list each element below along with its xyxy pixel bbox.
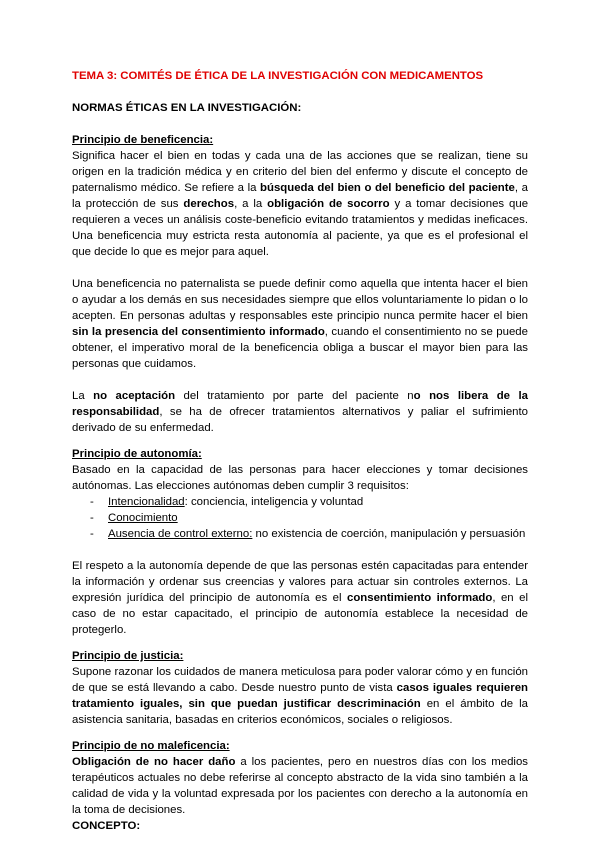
concepto-heading: CONCEPTO: [72,820,141,832]
document-title: TEMA 3: COMITÉS DE ÉTICA DE LA INVESTIGACIÓN CON MEDICAMENTOS [72,70,484,82]
paragraph-beneficencia-2: Una beneficencia no paternalista se puede definir como aquella que intenta hacer el bien o ayudar a los demás en sus necesidades siempre que ellos voluntariamente lo pidan o lo acepten. En personas adultas y responsables este principio nunca permite hacer el bien sin la presencia del consentimiento informado, cuando el consentimiento no se puede obtener, el imperativo moral de la beneficencia obliga a buscar el mayor bien para las personas que cuidamos. [72,278,528,370]
paragraph-beneficencia-1: Significa hacer el bien en todas y cada una de las acciones que se realizan, tiene su origen en la tradición médica y en criterio del bien del enfermo y discute el concepto de paternalismo médico. Se refiere a la búsqueda del bien o del beneficio del paciente, a la protección de sus derechos, a la obligación de socorro y a tomar decisiones que requieren a veces un análisis coste-beneficio evitando tratamientos y medidas ineficaces. Una beneficencia muy estricta resta autonomía al paciente, ya que es el profesional el que decide lo que es mejor para aquel. [72,150,529,258]
requisitos-list [72,494,528,542]
list-item: - Conocimiento [90,510,528,526]
section-subtitle: NORMAS ÉTICAS EN LA INVESTIGACIÓN: [72,102,302,114]
list-item: - Intencionalidad: conciencia, inteligencia y voluntad [90,494,528,510]
heading-autonomia: Principio de autonomía: [72,448,202,460]
paragraph-justicia-1: Supone razonar los cuidados de manera meticulosa para poder valorar cómo y en función de que se está llevando a cabo. Desde nuestro punto de vista casos iguales requieren tratamiento iguales, sin que puedan justificar descriminación en el ámbito de la asistencia sanitaria, basadas en criterios económicos, sociales o religiosos. [72,666,528,726]
heading-beneficencia: Principio de beneficencia: [72,134,214,146]
list-item: - Ausencia de control externo: no existencia de coerción, manipulación y persuasión [90,526,528,542]
heading-no-maleficencia: Principio de no maleficencia: [72,740,230,752]
paragraph-no-maleficencia-1: Obligación de no hacer daño a los pacientes, pero en nuestros días con los medios terapéuticos actuales no debe referirse al concepto abstracto de la vida sino también a la calidad de vida y la voluntad expresada por los pacientes con derecho a la autonomía en la toma de decisiones. [72,756,528,816]
paragraph-autonomia-1: Basado en la capacidad de las personas para hacer elecciones y tomar decisiones autónomas. Las elecciones autónomas deben cumplir 3 requisitos: [72,464,528,492]
heading-justicia: Principio de justicia: [72,650,184,662]
paragraph-autonomia-2: El respeto a la autonomía depende de que las personas estén capacitadas para entender la información y ordenar sus creencias y valores para actuar sin controles externos. La expresión jurídica del principio de autonomía es el consentimiento informado, en el caso de no estar capacitado, el principio de autonomía establece la necesidad de protegerlo. [72,560,528,636]
paragraph-beneficencia-3: La no aceptación del tratamiento por parte del paciente no nos libera de la responsabilidad, se ha de ofrecer tratamientos alternativos y paliar el sufrimiento derivado de su enfermedad. [72,390,528,434]
